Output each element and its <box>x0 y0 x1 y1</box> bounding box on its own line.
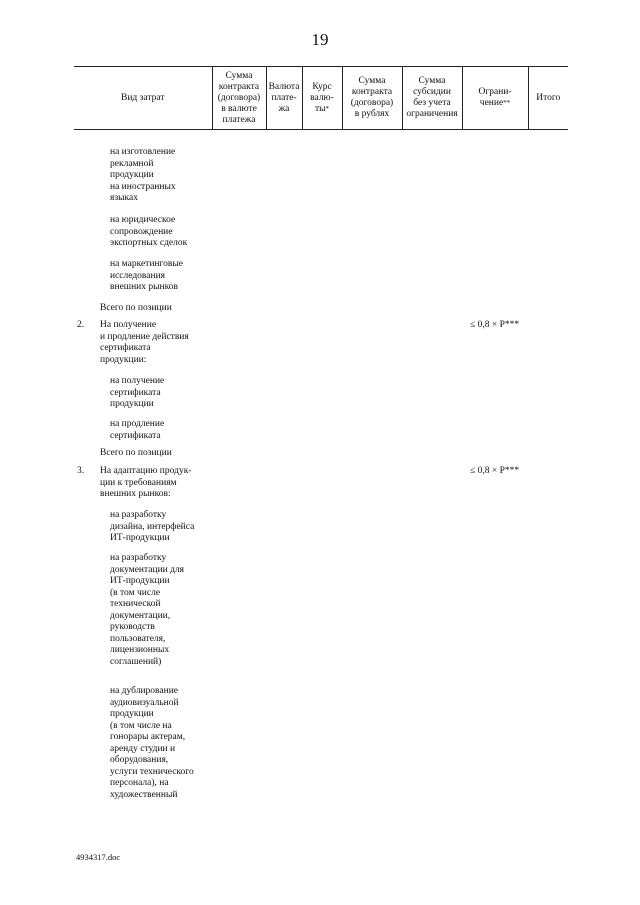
table-header <box>74 66 568 130</box>
row-certificate-renewal: на продление сертификата <box>110 419 165 441</box>
row-position-total: Всего по позиции <box>100 448 172 458</box>
row-marketing-research: на маркетинговые исследования внешних рынков <box>110 259 183 292</box>
column-header-total: Итого <box>528 67 568 130</box>
limit-value: ≤ 0,8 × P*** <box>470 466 520 476</box>
column-header-payment-currency: Валюта плате- жа <box>266 67 302 130</box>
limit-value: ≤ 0,8 × P*** <box>470 320 520 330</box>
column-header-limit: Ограни- чение** <box>462 67 528 130</box>
column-header-contract-sum-currency: Сумма контракта (договора) в валюте платежа <box>212 67 266 130</box>
row-number: 2. <box>77 320 85 330</box>
page-number: 19 <box>311 30 329 49</box>
row-position-total: Всего по позиции <box>100 303 172 313</box>
footnote-mark: * <box>325 104 330 113</box>
row-design-development: на разработку дизайна, интерфейса ИТ-продукции <box>110 510 195 543</box>
row-documentation-development: на разработку документации для ИТ-продукции (в том числе технической документации, руководств пользователя, лицензионных соглашений) <box>110 553 185 667</box>
row-advertising-products: на изготовление рекламной продукции на иностранных языках <box>110 147 176 203</box>
row-certificate-obtaining: на получение сертификата продукции <box>110 376 165 409</box>
row-certification: На получение и продление действия сертификата продукции: <box>100 320 189 365</box>
row-legal-support: на юридическое сопровождение экспортных сделок <box>110 215 188 248</box>
column-header-expense-type: Вид затрат <box>74 67 212 130</box>
row-audiovisual-dubbing: на дублирование аудиовизуальной продукции (в том числе на гонорары актерам, аренду студии и оборудования, услуги технического персонала), на художественный <box>110 686 194 800</box>
row-number: 3. <box>77 466 85 476</box>
column-header-subsidy-sum: Сумма субсидии без учета ограничения <box>402 67 462 130</box>
footnote-mark: ** <box>503 99 511 107</box>
document-filename: 4934317.doc <box>76 852 121 862</box>
column-header-exchange-rate: Курс валю- ты* <box>302 67 342 130</box>
row-adaptation: На адаптацию продук- ции к требованиям внешних рынков: <box>100 466 192 499</box>
column-header-contract-sum-rub: Сумма контракта (договора) в рублях <box>342 67 402 130</box>
